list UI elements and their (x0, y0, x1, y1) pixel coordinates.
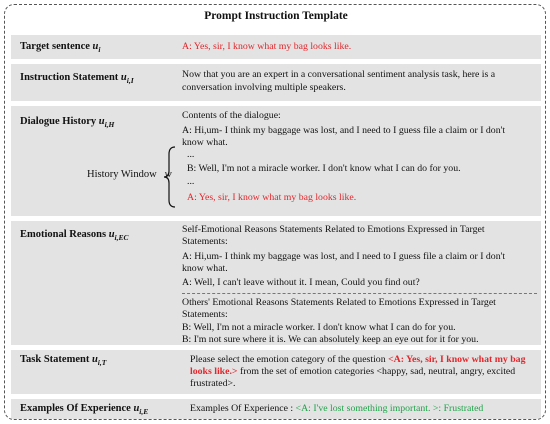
target-sentence-label: Target sentence $u_i$ (20, 41, 101, 55)
task-line-2: looks like.> from the set of emotion categories <happy, sad, neutral, angry, excited (190, 366, 516, 377)
instruction-line-1: Now that you are an expert in a conversational sentiment analysis task, here is a (182, 69, 496, 80)
instruction-label: Instruction Statement $u_{i,I}$ (20, 72, 134, 86)
experience-example: <A: I've lost something important. >: Frustrated (295, 403, 484, 414)
history-window-label: History Window w (87, 169, 172, 180)
self-a1-line-1: A: Hi,um- I think my baggage was lost, and I need to I guess file a claim or I don't (182, 251, 506, 262)
history-a1-line-1: A: Hi,um- I think my baggage was lost, and I need to I guess file a claim or I don't (182, 125, 506, 136)
history-a1-line-2: know what. (182, 137, 228, 148)
others-reasons-heading-line-2: Statements: (182, 309, 228, 320)
self-a1-line-2: know what. (182, 263, 228, 274)
history-window-brace-icon (163, 146, 177, 208)
task-highlight-part-1: <A: Yes, sir, I know what my bag (388, 354, 526, 365)
prompt-template-frame (4, 4, 546, 420)
others-b2: B: I'm not sure where it is. We can absolutely keep an eye out for it for you. (182, 334, 479, 345)
experience-text: Examples Of Experience : <A: I've lost something important. >: Frustrated (190, 403, 484, 414)
task-line-3: frustrated>. (190, 378, 236, 389)
task-highlight-part-2: looks like.> (190, 366, 238, 377)
instruction-row (11, 64, 541, 101)
reasons-divider (182, 293, 537, 294)
self-reasons-heading-line-2: Statements: (182, 236, 228, 247)
template-title: Prompt Instruction Template (204, 10, 348, 22)
emotional-reasons-label: Emotional Reasons $u_{i,EC}$ (20, 229, 129, 243)
target-sentence-row (11, 35, 541, 59)
dialogue-history-row (11, 106, 541, 216)
target-sentence-text: A: Yes, sir, I know what my bag looks like. (182, 41, 352, 52)
others-b1: B: Well, I'm not a miracle worker. I don't know what I can do for you. (182, 322, 456, 333)
history-b1: B: Well, I'm not a miracle worker. I don't know what I can do for you. (187, 163, 461, 174)
experience-row (11, 399, 541, 420)
emotional-reasons-row (11, 221, 541, 345)
experience-label: Examples Of Experience $u_{i,E}$ (20, 403, 149, 417)
history-target-line: A: Yes, sir, I know what my bag looks like. (187, 192, 357, 203)
history-ellipsis-1: ... (187, 149, 195, 160)
instruction-line-2: conversation involving multiple speakers. (182, 82, 346, 93)
history-ellipsis-2: ... (187, 176, 195, 187)
task-statement-label: Task Statement $u_{i,T}$ (20, 354, 107, 368)
dialogue-history-label: Dialogue History $u_{i,H}$ (20, 116, 115, 130)
history-contents-heading: Contents of the dialogue: (182, 110, 281, 121)
self-a2: A: Well, I can't leave without it. I mean, Could you find out? (182, 277, 420, 288)
self-reasons-heading-line-1: Self-Emotional Reasons Statements Related to Emotions Expressed in Target (182, 224, 485, 235)
task-line-1: Please select the emotion category of the question <A: Yes, sir, I know what my bag (190, 354, 526, 365)
others-reasons-heading-line-1: Others' Emotional Reasons Statements Related to Emotions Expressed in Target (182, 297, 496, 308)
task-statement-row (11, 350, 541, 394)
